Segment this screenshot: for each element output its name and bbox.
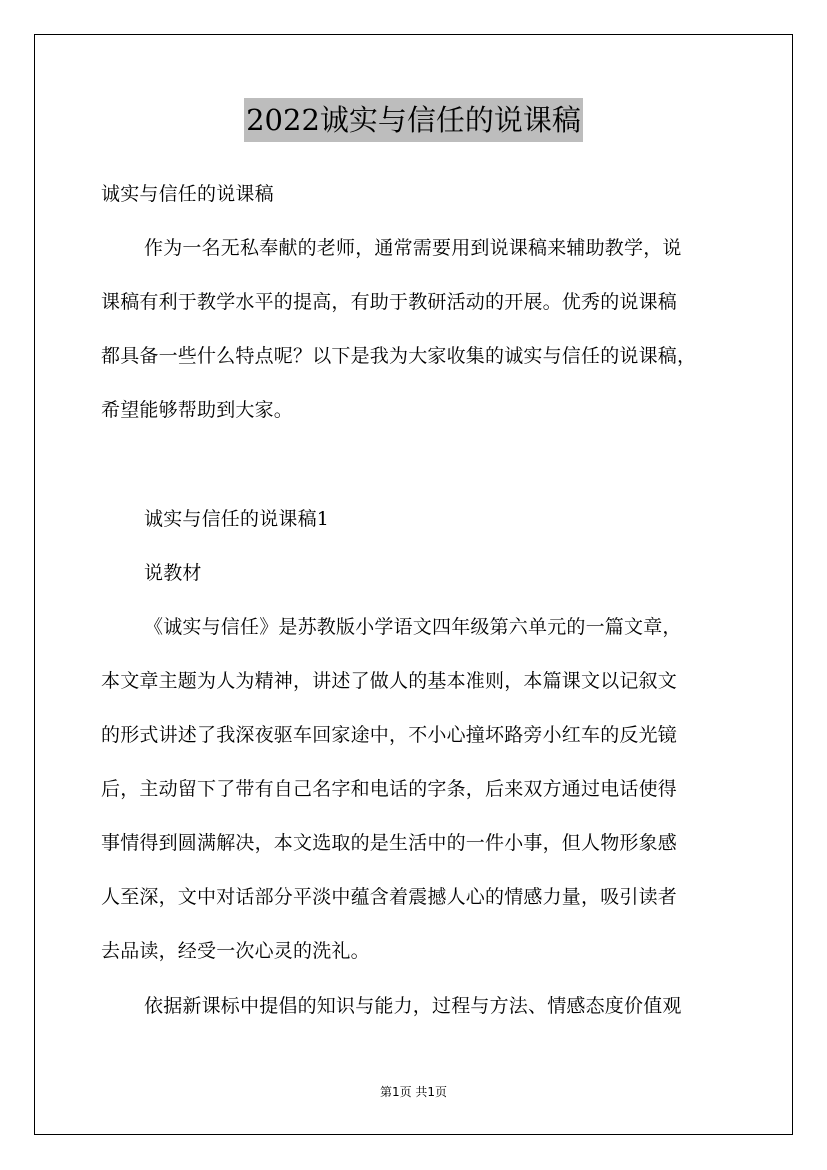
text-line: 后，主动留下了带有自己名字和电话的字条，后来双方通过电话使得 (101, 778, 678, 800)
text-line: 作为一名无私奉献的老师，通常需要用到说课稿来辅助教学，说 (144, 237, 682, 259)
text-line: 去品读，经受一次心灵的洗礼。 (101, 940, 370, 962)
page-footer: 第1页 共1页 (379, 1085, 448, 1099)
text-line: 说教材 (144, 562, 202, 584)
page-title: 2022诚实与信任的说课稿 (244, 98, 583, 142)
text-line: 事情得到圆满解决，本文选取的是生活中的一件小事，但人物形象感 (101, 832, 678, 854)
text-line: 依据新课标中提倡的知识与能力，过程与方法、情感态度价值观 (144, 995, 682, 1017)
text-line: 本文章主题为人为精神，讲述了做人的基本准则，本篇课文以记叙文 (101, 670, 678, 692)
text-line: 的形式讲述了我深夜驱车回家途中，不小心撞坏路旁小红车的反光镜 (101, 724, 678, 746)
text-line: 课稿有利于教学水平的提高，有助于教研活动的开展。优秀的说课稿 (101, 291, 678, 313)
text-line: 都具备一些什么特点呢？以下是我为大家收集的诚实与信任的说课稿， (101, 345, 697, 367)
text-line: 《诚实与信任》是苏教版小学语文四年级第六单元的一篇文章， (144, 616, 682, 638)
text-line: 希望能够帮助到大家。 (101, 399, 294, 421)
title-wrap (0, 98, 827, 142)
text-line: 诚实与信任的说课稿 (101, 183, 274, 205)
text-line: 诚实与信任的说课稿1 (144, 508, 330, 530)
text-line: 人至深，文中对话部分平淡中蕴含着震撼人心的情感力量，吸引读者 (101, 886, 678, 908)
